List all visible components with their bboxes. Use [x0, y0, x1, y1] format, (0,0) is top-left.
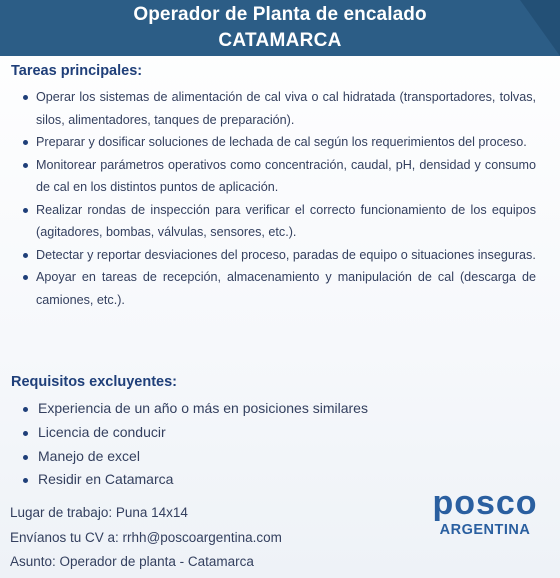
title-banner: [0, 0, 560, 56]
logo-brand: posco: [432, 484, 538, 522]
job-location: CATAMARCA: [218, 30, 342, 51]
tasks-heading: Tareas principales:: [11, 63, 143, 79]
requirements-heading: Requisitos excluyentes:: [11, 374, 177, 390]
logo-country: ARGENTINA: [439, 522, 531, 538]
workplace-text: Lugar de trabajo: Puna 14x14: [10, 505, 188, 520]
list-item: Manejo de excel: [0, 445, 540, 469]
list-item: Operar los sistemas de alimentación de cal viva o cal hidratada (transportadores, tolvas, silos, alimentadores, tanques de preparación).: [0, 86, 560, 131]
list-item: Apoyar en tareas de recepción, almacenamiento y manipulación de cal (descarga de camiones, etc.).: [0, 266, 560, 311]
send-cv-text: Envíanos tu CV a: rrhh@poscoargentina.com: [10, 530, 282, 545]
list-item: Realizar rondas de inspección para verificar el correcto funcionamiento de los equipos (agitadores, bombas, válvulas, sensores, etc.).: [0, 199, 560, 244]
tasks-list: [0, 86, 560, 311]
list-item: Monitorear parámetros operativos como concentración, caudal, pH, densidad y consumo de cal en los distintos puntos de aplicación.: [0, 154, 560, 199]
list-item: Detectar y reportar desviaciones del proceso, paradas de equipo o situaciones inseguras.: [0, 244, 560, 267]
posco-argentina-logo: [418, 486, 552, 538]
subject-text: Asunto: Operador de planta - Catamarca: [10, 554, 254, 569]
list-item: Experiencia de un año o más en posiciones similares: [0, 397, 540, 421]
requirements-list: [0, 397, 540, 492]
list-item: Residir en Catamarca: [0, 468, 540, 492]
list-item: Licencia de conducir: [0, 421, 540, 445]
list-item: Preparar y dosificar soluciones de lechada de cal según los requerimientos del proceso.: [0, 131, 560, 154]
job-title: Operador de Planta de encalado: [133, 4, 427, 25]
